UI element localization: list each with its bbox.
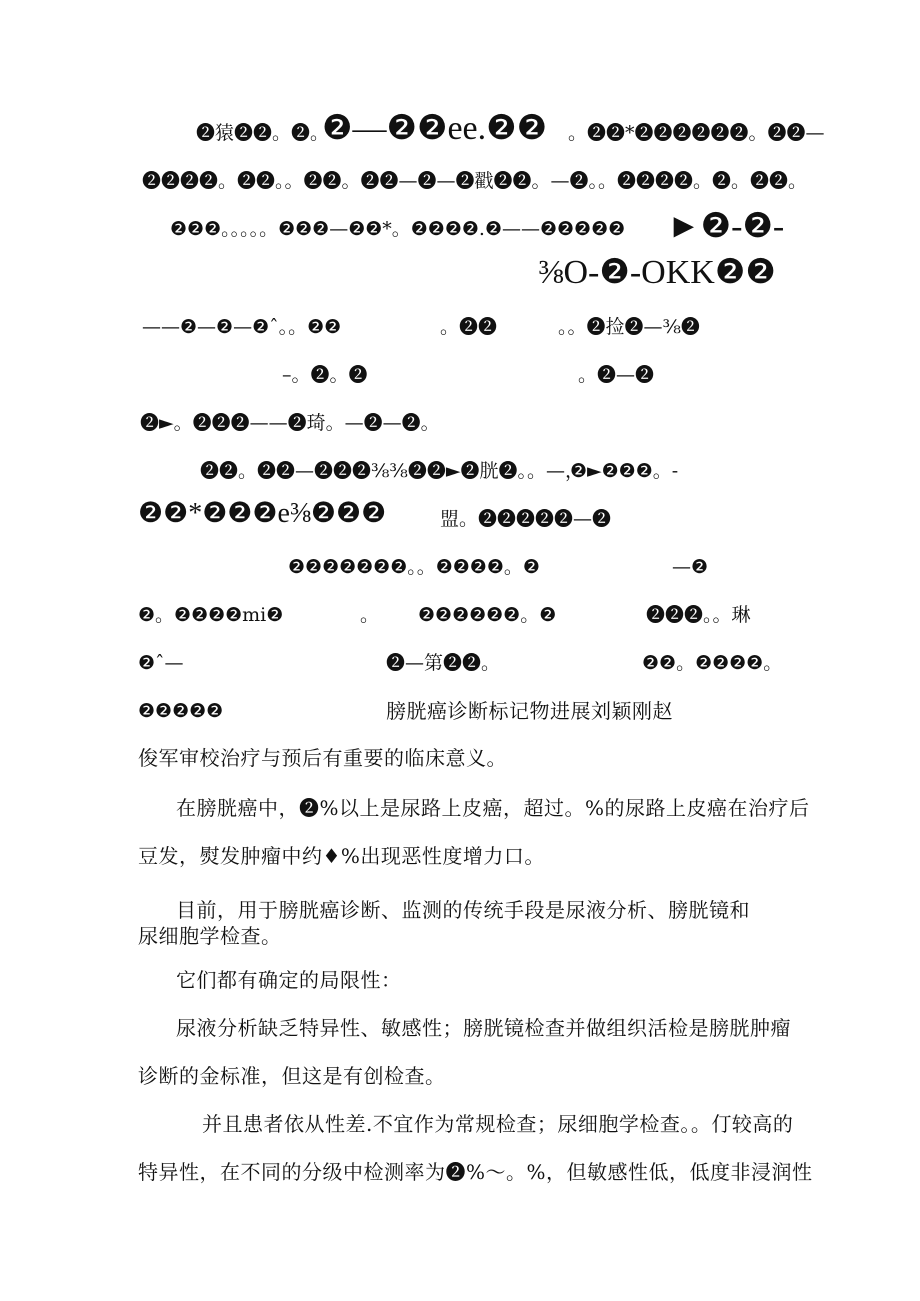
garbled-line: ❷❷❷❷❷ bbox=[138, 700, 224, 722]
paragraph-line: 豆发，熨发肿瘤中约♦%出现恶性度增力口。 bbox=[138, 844, 545, 868]
garbled-line: ❷猿❷❷。❷。 bbox=[196, 122, 330, 144]
garbled-line: ❷❷❷❷。❷❷。。❷❷。❷❷—❷—❷戳❷❷。—❷。。❷❷❷❷。❷。❷❷。 bbox=[142, 170, 808, 192]
paragraph-line: 目前，用于膀胱癌诊断、监测的传统手段是尿液分析、膀胱镜和 bbox=[176, 898, 750, 922]
garbled-line: 盟。❷❷❷❷❷—❷ bbox=[440, 508, 612, 530]
garbled-line: ❷❷❷。。琳 bbox=[646, 604, 751, 626]
paragraph-line: 在膀胱癌中，❷%以上是尿路上皮癌，超过。%的尿路上皮癌在治疗后 bbox=[176, 796, 810, 820]
garbled-line: ►❷-❷- bbox=[667, 208, 785, 245]
paragraph-line: 俊军审校治疗与预后有重要的临床意义。 bbox=[138, 746, 507, 770]
paragraph-line: 诊断的金标准，但这是有创检查。 bbox=[138, 1064, 446, 1088]
garbled-line: ❷❷❷❷❷❷。❷ bbox=[418, 604, 557, 626]
garbled-line: –。❷。❷ bbox=[282, 364, 368, 386]
garbled-line: 。。❷捡❷—⅜❷ bbox=[558, 316, 700, 338]
garbled-line: ❷。❷❷❷❷mi❷ bbox=[138, 604, 284, 626]
garbled-line: ❷—❷❷ee.❷❷ bbox=[322, 110, 548, 147]
garbled-line: ❷❷。❷❷—❷❷❷⅜⅜❷❷►❷胱❷。。—， bbox=[200, 460, 584, 482]
garbled-line: ⅜O-❷-OKK❷❷ bbox=[538, 254, 776, 291]
garbled-line: 。❷❷*❷❷❷❷❷❷。❷❷— bbox=[568, 122, 825, 144]
garbled-line: ❷ˆ— bbox=[138, 652, 184, 674]
garbled-line: ❷❷。❷❷❷❷。 bbox=[642, 652, 783, 674]
paragraph-line: 尿细胞学检查。 bbox=[138, 924, 282, 948]
paragraph-line: 特异性，在不同的分级中检测率为❷%～。%，但敏感性低，低度非浸润性 bbox=[138, 1160, 813, 1184]
garbled-line: 。 bbox=[360, 604, 380, 626]
paragraph-line: 尿液分析缺乏特异性、敏感性；膀胱镜检查并做组织活检是膀胱肿瘤 bbox=[176, 1016, 791, 1040]
garbled-line: ——❷—❷—❷ˆ。。❷❷ bbox=[142, 316, 342, 338]
paragraph-line: 并且患者依从性差.不宜作为常规检查；尿细胞学检查。。仃较高的 bbox=[202, 1112, 794, 1136]
paragraph-line: 它们都有确定的局限性： bbox=[176, 968, 402, 992]
garbled-line: 。❷—❷ bbox=[578, 364, 655, 386]
garbled-line: ❷—第❷❷。 bbox=[386, 652, 501, 674]
garbled-line: ❷❷❷。。。。。❷❷❷—❷❷*。❷❷❷❷.❷——❷❷❷❷❷ bbox=[170, 218, 626, 240]
garbled-line: ❷►❷❷❷。- bbox=[570, 460, 679, 482]
garbled-line: —❷ bbox=[672, 556, 709, 578]
article-title: 膀胱癌诊断标记物进展刘颖刚赵 bbox=[386, 699, 673, 723]
garbled-line: ❷❷❷❷❷❷❷。。❷❷❷❷。❷ bbox=[288, 556, 540, 578]
garbled-line: ❷❷*❷❷❷e⅜❷❷❷ bbox=[138, 498, 387, 529]
garbled-line: 。❷❷ bbox=[440, 316, 498, 338]
garbled-line: ❷►。❷❷❷——❷琦。—❷—❷。 bbox=[140, 412, 440, 434]
